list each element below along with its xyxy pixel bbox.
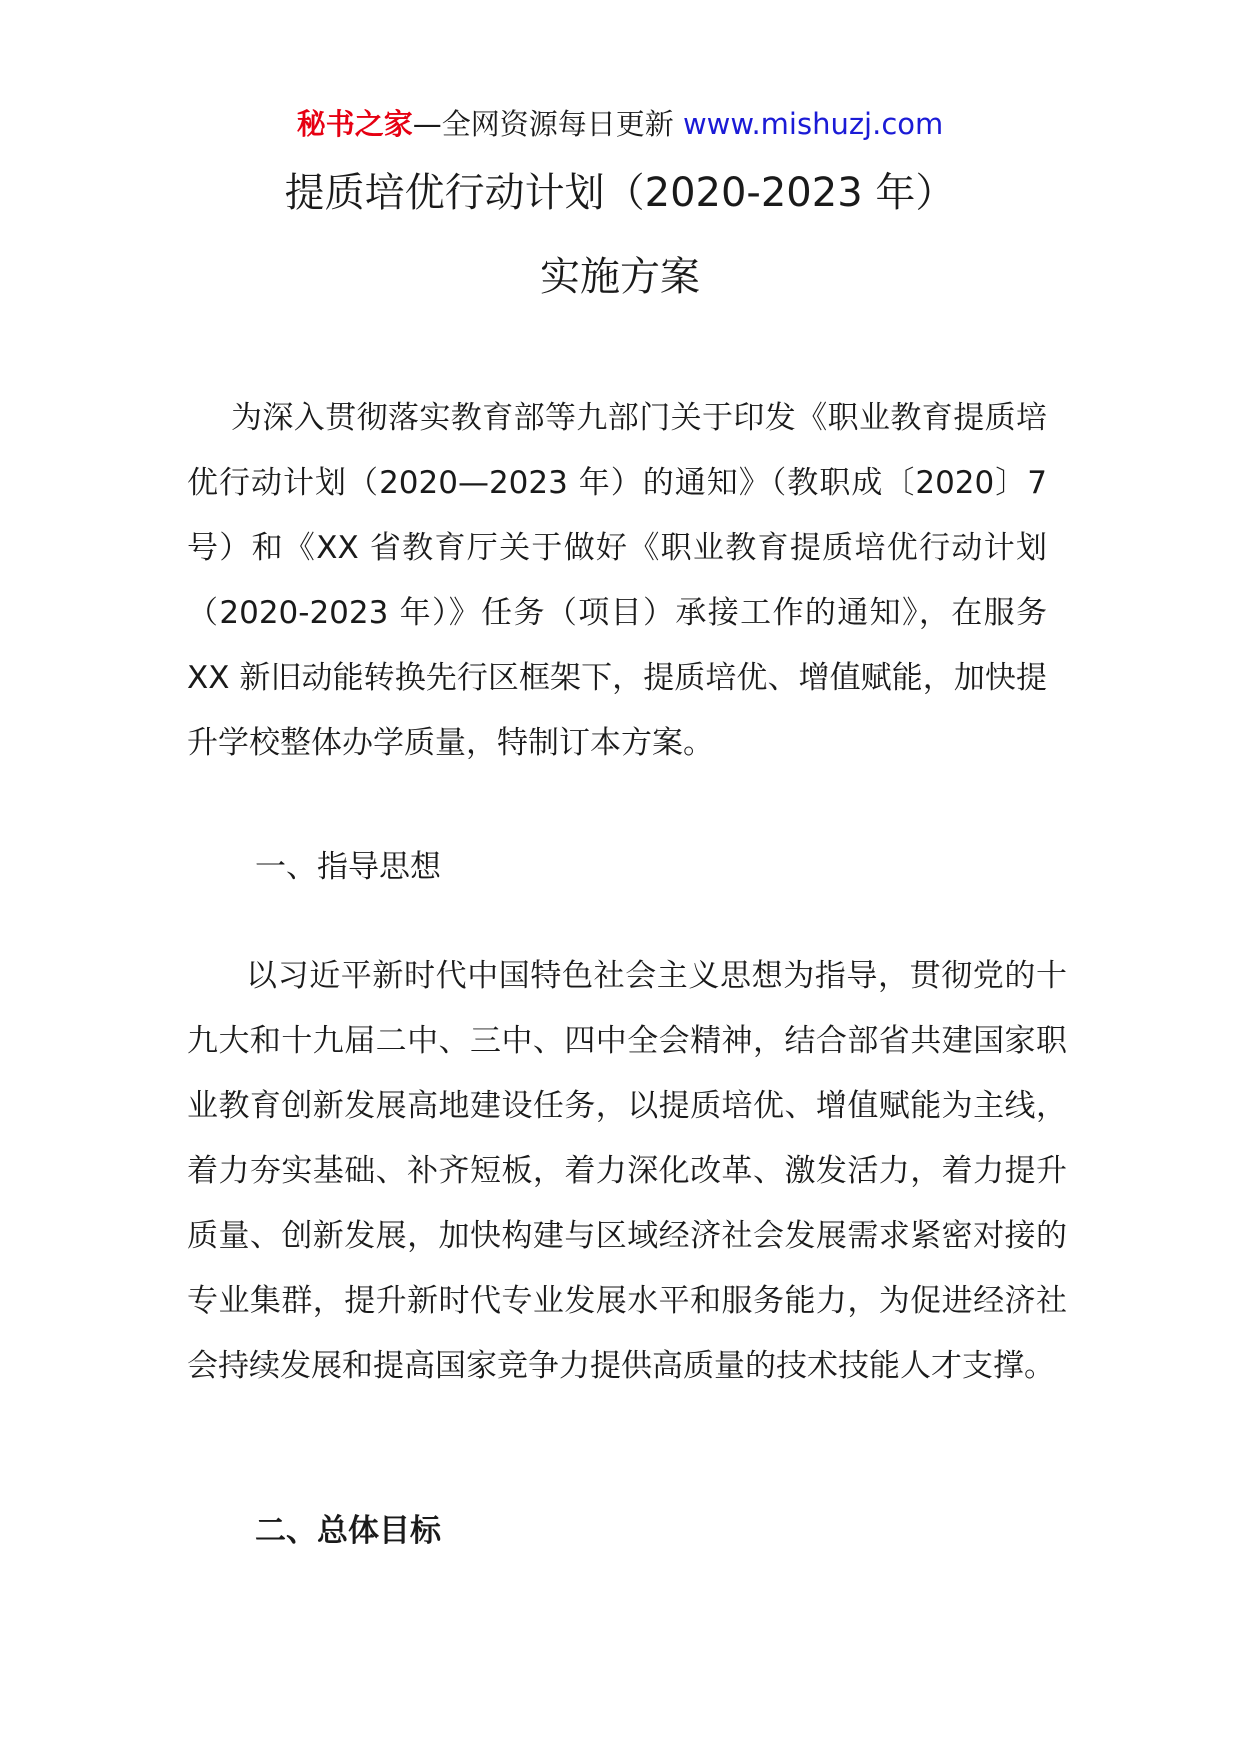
- section-2-heading: 二、总体目标: [255, 1513, 441, 1549]
- section-1-paragraph: 以习近平新时代中国特色社会主义思想为指导，贯彻党的十九大和十九届二中、三中、四中全会精神，结合部省共建国家职业教育创新发展高地建设任务，以提质培优、增值赋能为主线，着力夯实基础、补齐短板，着力深化改革、激发活力，着力提升质量、创新发展，加快构建与区域经济社会发展需求紧密对接的专业集群，提升新时代专业发展水平和服务能力，为促进经济社会持续发展和提高国家竞争力提供高质量的技术技能人才支撑。: [187, 958, 1067, 1384]
- header-tagline: —全网资源每日更新: [412, 107, 683, 141]
- site-header: [0, 104, 1240, 144]
- brand-name: 秘书之家: [296, 107, 413, 141]
- document-title-line-1: 提质培优行动计划（2020-2023 年）: [284, 170, 956, 216]
- site-url-link[interactable]: www.mishuzj.com: [682, 107, 944, 141]
- intro-paragraph: 为深入贯彻落实教育部等九部门关于印发《职业教育提质培优行动计划（2020—2023 年）的通知》（教职成〔2020〕7 号）和《XX 省教育厅关于做好《职业教育提质培优行动计划（2020-2023 年）》任务（项目）承接工作的通知》，在服务 XX 新旧动能转换先行区框架下，提质培优、增值赋能，加快提升学校整体办学质量，特制订本方案。: [187, 400, 1047, 761]
- document-title-line-2: 实施方案: [540, 254, 700, 300]
- section-1-heading: 一、指导思想: [255, 849, 441, 885]
